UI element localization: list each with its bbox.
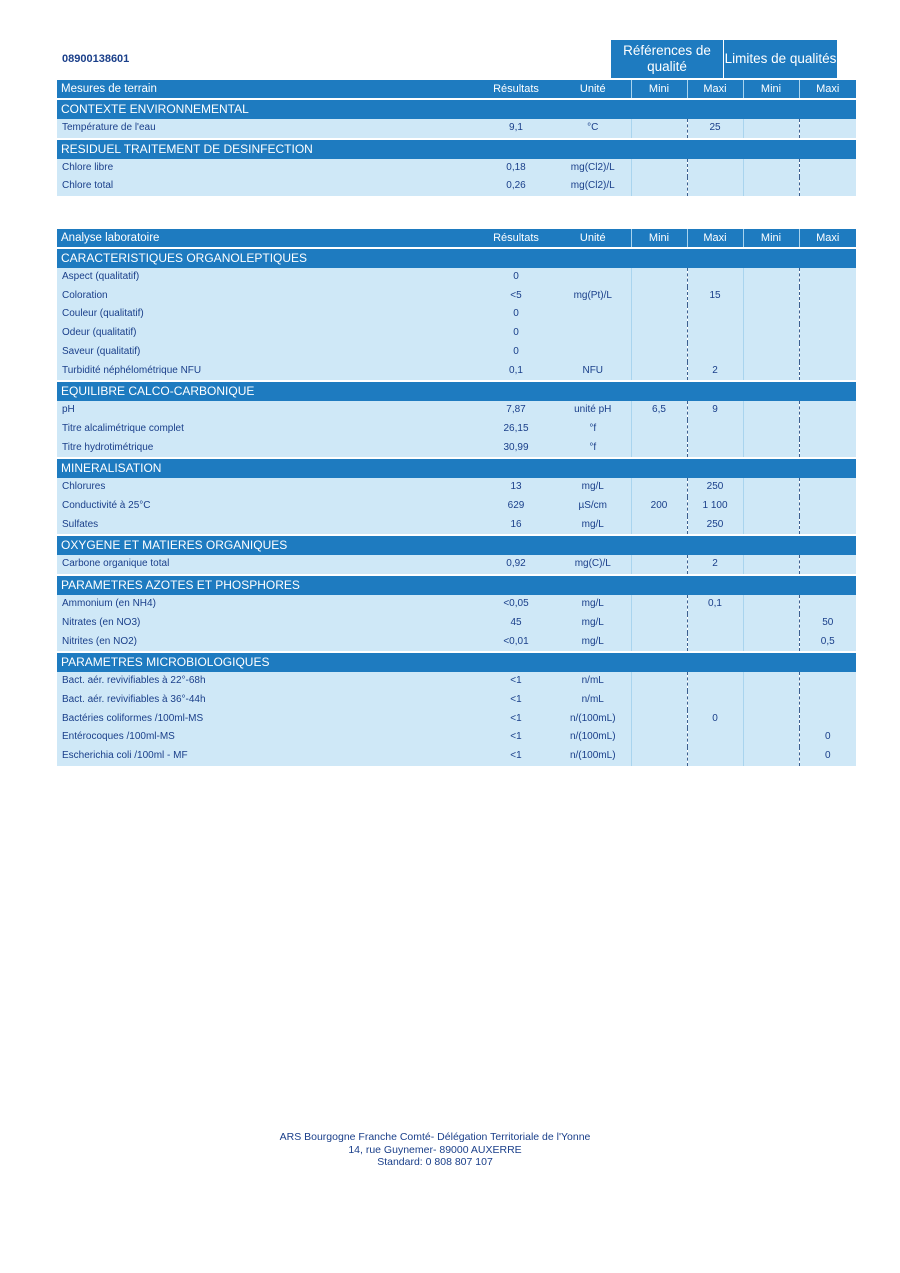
cell-lim-max: 50 bbox=[799, 614, 856, 633]
table-row bbox=[57, 420, 856, 439]
column-header-row bbox=[57, 80, 856, 99]
table-row bbox=[57, 497, 856, 516]
cell-lim-min bbox=[743, 614, 799, 633]
cell-lim-min bbox=[743, 710, 799, 729]
cell-result: <5 bbox=[477, 287, 555, 306]
cell-lim-min bbox=[743, 672, 799, 691]
cell-ref-max bbox=[687, 268, 743, 287]
cell-lim-min bbox=[743, 343, 799, 362]
cell-ref-min: 6,5 bbox=[631, 401, 687, 420]
cell-lim-max bbox=[799, 287, 856, 306]
cell-result: 0 bbox=[477, 343, 555, 362]
cell-result: 16 bbox=[477, 516, 555, 536]
cell-name: Escherichia coli /100ml - MF bbox=[57, 747, 477, 766]
cell-result: 9,1 bbox=[477, 119, 555, 139]
cell-lim-max bbox=[799, 159, 856, 178]
cell-name: Titre hydrotimétrique bbox=[57, 439, 477, 459]
column-header: Maxi bbox=[799, 80, 856, 99]
cell-name: Odeur (qualitatif) bbox=[57, 324, 477, 343]
cell-name: Bactéries coliformes /100ml-MS bbox=[57, 710, 477, 729]
cell-ref-min bbox=[631, 420, 687, 439]
table-row bbox=[57, 516, 856, 536]
footer-address: 14, rue Guynemer- 89000 AUXERRE bbox=[348, 1143, 522, 1156]
cell-result: 26,15 bbox=[477, 420, 555, 439]
table-row bbox=[57, 633, 856, 653]
cell-lim-min bbox=[743, 159, 799, 178]
limites-qualite-header: Limites de qualités bbox=[724, 40, 837, 78]
cell-ref-max bbox=[687, 747, 743, 766]
cell-result: <1 bbox=[477, 747, 555, 766]
cell-name: Bact. aér. revivifiables à 36°-44h bbox=[57, 691, 477, 710]
cell-lim-min bbox=[743, 516, 799, 536]
column-header: Mesures de terrain bbox=[57, 80, 477, 99]
cell-lim-max: 0 bbox=[799, 728, 856, 747]
cell-ref-min bbox=[631, 516, 687, 536]
table-row bbox=[57, 614, 856, 633]
table-row bbox=[57, 177, 856, 196]
cell-ref-max bbox=[687, 420, 743, 439]
table-row bbox=[57, 478, 856, 497]
cell-name: Saveur (qualitatif) bbox=[57, 343, 477, 362]
table-row bbox=[57, 324, 856, 343]
cell-lim-min bbox=[743, 439, 799, 459]
cell-ref-min bbox=[631, 119, 687, 139]
cell-ref-max: 250 bbox=[687, 516, 743, 536]
cell-lim-min bbox=[743, 420, 799, 439]
column-header: Maxi bbox=[687, 229, 743, 248]
laboratory-analysis-table bbox=[57, 229, 856, 766]
column-header: Résultats bbox=[477, 80, 555, 99]
table-row bbox=[57, 555, 856, 575]
section-header-row bbox=[57, 248, 856, 268]
cell-result: <1 bbox=[477, 710, 555, 729]
cell-ref-min: 200 bbox=[631, 497, 687, 516]
cell-unit: n/mL bbox=[555, 672, 631, 691]
column-header-row bbox=[57, 229, 856, 248]
table-row bbox=[57, 672, 856, 691]
cell-ref-min bbox=[631, 478, 687, 497]
cell-lim-min bbox=[743, 287, 799, 306]
cell-result: 0 bbox=[477, 305, 555, 324]
cell-result: <1 bbox=[477, 728, 555, 747]
cell-ref-max: 0,1 bbox=[687, 595, 743, 614]
cell-unit: mg(Cl2)/L bbox=[555, 159, 631, 178]
cell-name: Nitrites (en NO2) bbox=[57, 633, 477, 653]
column-header: Mini bbox=[631, 80, 687, 99]
references-qualite-header: Références de qualité bbox=[611, 40, 723, 78]
cell-unit: µS/cm bbox=[555, 497, 631, 516]
table-row bbox=[57, 710, 856, 729]
section-title: CONTEXTE ENVIRONNEMENTAL bbox=[57, 99, 856, 119]
table-row bbox=[57, 401, 856, 420]
cell-lim-min bbox=[743, 362, 799, 382]
column-header: Résultats bbox=[477, 229, 555, 248]
cell-unit bbox=[555, 343, 631, 362]
cell-lim-min bbox=[743, 747, 799, 766]
cell-ref-max bbox=[687, 324, 743, 343]
cell-result: 7,87 bbox=[477, 401, 555, 420]
cell-name: Aspect (qualitatif) bbox=[57, 268, 477, 287]
table-row bbox=[57, 439, 856, 459]
cell-lim-max bbox=[799, 516, 856, 536]
cell-lim-max bbox=[799, 439, 856, 459]
cell-ref-max bbox=[687, 159, 743, 178]
cell-unit: n/(100mL) bbox=[555, 728, 631, 747]
cell-name: Carbone organique total bbox=[57, 555, 477, 575]
cell-result: 0,92 bbox=[477, 555, 555, 575]
cell-lim-max bbox=[799, 305, 856, 324]
cell-lim-max bbox=[799, 420, 856, 439]
cell-lim-max bbox=[799, 343, 856, 362]
cell-result: <0,05 bbox=[477, 595, 555, 614]
footer bbox=[0, 1131, 870, 1169]
cell-lim-max bbox=[799, 595, 856, 614]
cell-ref-min bbox=[631, 324, 687, 343]
cell-name: Nitrates (en NO3) bbox=[57, 614, 477, 633]
cell-name: Chlore total bbox=[57, 177, 477, 196]
cell-ref-min bbox=[631, 747, 687, 766]
section-title: MINERALISATION bbox=[57, 458, 856, 478]
cell-name: Bact. aér. revivifiables à 22°-68h bbox=[57, 672, 477, 691]
cell-unit: mg(C)/L bbox=[555, 555, 631, 575]
cell-ref-max bbox=[687, 177, 743, 196]
cell-name: Couleur (qualitatif) bbox=[57, 305, 477, 324]
cell-unit: mg(Cl2)/L bbox=[555, 177, 631, 196]
section-header-row bbox=[57, 381, 856, 401]
section-header-row bbox=[57, 652, 856, 672]
cell-ref-max bbox=[687, 305, 743, 324]
table-row bbox=[57, 691, 856, 710]
cell-ref-min bbox=[631, 439, 687, 459]
cell-lim-max bbox=[799, 324, 856, 343]
cell-lim-min bbox=[743, 177, 799, 196]
cell-lim-max bbox=[799, 119, 856, 139]
cell-unit: °C bbox=[555, 119, 631, 139]
cell-ref-max bbox=[687, 691, 743, 710]
section-title: EQUILIBRE CALCO-CARBONIQUE bbox=[57, 381, 856, 401]
cell-result: 45 bbox=[477, 614, 555, 633]
cell-lim-max bbox=[799, 478, 856, 497]
cell-result: 0,1 bbox=[477, 362, 555, 382]
cell-lim-max: 0,5 bbox=[799, 633, 856, 653]
cell-unit: mg/L bbox=[555, 516, 631, 536]
cell-ref-max bbox=[687, 672, 743, 691]
section-header-row bbox=[57, 99, 856, 119]
cell-ref-min bbox=[631, 595, 687, 614]
cell-ref-min bbox=[631, 555, 687, 575]
section-header-row bbox=[57, 535, 856, 555]
cell-ref-min bbox=[631, 268, 687, 287]
cell-ref-max bbox=[687, 343, 743, 362]
cell-lim-max bbox=[799, 710, 856, 729]
cell-result: 629 bbox=[477, 497, 555, 516]
cell-unit: mg(Pt)/L bbox=[555, 287, 631, 306]
section-header-row bbox=[57, 575, 856, 595]
cell-result: 30,99 bbox=[477, 439, 555, 459]
cell-ref-min bbox=[631, 710, 687, 729]
cell-ref-max: 1 100 bbox=[687, 497, 743, 516]
cell-lim-min bbox=[743, 691, 799, 710]
column-header: Maxi bbox=[687, 80, 743, 99]
column-header: Unité bbox=[555, 229, 631, 248]
cell-name: Sulfates bbox=[57, 516, 477, 536]
cell-unit: n/mL bbox=[555, 691, 631, 710]
cell-unit bbox=[555, 268, 631, 287]
cell-name: Chlorures bbox=[57, 478, 477, 497]
cell-unit: mg/L bbox=[555, 633, 631, 653]
cell-name: pH bbox=[57, 401, 477, 420]
cell-ref-min bbox=[631, 614, 687, 633]
cell-result: 0 bbox=[477, 268, 555, 287]
cell-lim-max bbox=[799, 691, 856, 710]
cell-lim-min bbox=[743, 595, 799, 614]
cell-lim-min bbox=[743, 633, 799, 653]
terrain-measures-table bbox=[57, 80, 856, 196]
cell-unit: mg/L bbox=[555, 595, 631, 614]
cell-unit: unité pH bbox=[555, 401, 631, 420]
table-row bbox=[57, 119, 856, 139]
cell-ref-max: 2 bbox=[687, 555, 743, 575]
cell-lim-min bbox=[743, 401, 799, 420]
cell-name: Turbidité néphélométrique NFU bbox=[57, 362, 477, 382]
cell-unit: °f bbox=[555, 439, 631, 459]
column-header: Mini bbox=[743, 229, 799, 248]
cell-result: <1 bbox=[477, 691, 555, 710]
cell-ref-min bbox=[631, 691, 687, 710]
cell-unit bbox=[555, 305, 631, 324]
cell-ref-max bbox=[687, 728, 743, 747]
cell-lim-max bbox=[799, 497, 856, 516]
cell-result: 13 bbox=[477, 478, 555, 497]
section-header-row bbox=[57, 458, 856, 478]
section-title: PARAMETRES MICROBIOLOGIQUES bbox=[57, 652, 856, 672]
cell-result: 0,18 bbox=[477, 159, 555, 178]
section-title: CARACTERISTIQUES ORGANOLEPTIQUES bbox=[57, 248, 856, 268]
cell-lim-max bbox=[799, 401, 856, 420]
cell-ref-min bbox=[631, 362, 687, 382]
cell-ref-min bbox=[631, 305, 687, 324]
cell-ref-min bbox=[631, 633, 687, 653]
footer-organisation: ARS Bourgogne Franche Comté- Délégation Territoriale de l'Yonne bbox=[279, 1131, 591, 1143]
cell-unit: mg/L bbox=[555, 478, 631, 497]
document-id: 08900138601 bbox=[62, 53, 130, 65]
cell-ref-max: 0 bbox=[687, 710, 743, 729]
cell-lim-min bbox=[743, 268, 799, 287]
cell-lim-min bbox=[743, 478, 799, 497]
table-row bbox=[57, 728, 856, 747]
cell-ref-max: 25 bbox=[687, 119, 743, 139]
cell-ref-max bbox=[687, 614, 743, 633]
section-title: PARAMETRES AZOTES ET PHOSPHORES bbox=[57, 575, 856, 595]
cell-result: 0,26 bbox=[477, 177, 555, 196]
cell-unit: n/(100mL) bbox=[555, 747, 631, 766]
cell-unit: mg/L bbox=[555, 614, 631, 633]
cell-ref-min bbox=[631, 672, 687, 691]
column-header: Analyse laboratoire bbox=[57, 229, 477, 248]
cell-ref-max bbox=[687, 439, 743, 459]
table-row bbox=[57, 268, 856, 287]
cell-unit: n/(100mL) bbox=[555, 710, 631, 729]
section-header-row bbox=[57, 139, 856, 159]
cell-name: Ammonium (en NH4) bbox=[57, 595, 477, 614]
cell-unit bbox=[555, 324, 631, 343]
cell-ref-max bbox=[687, 633, 743, 653]
cell-ref-min bbox=[631, 159, 687, 178]
cell-ref-max: 15 bbox=[687, 287, 743, 306]
cell-name: Chlore libre bbox=[57, 159, 477, 178]
cell-unit: NFU bbox=[555, 362, 631, 382]
footer-phone: Standard: 0 808 807 107 bbox=[377, 1156, 493, 1168]
cell-result: <1 bbox=[477, 672, 555, 691]
table-row bbox=[57, 159, 856, 178]
cell-lim-max: 0 bbox=[799, 747, 856, 766]
cell-lim-min bbox=[743, 555, 799, 575]
table-row bbox=[57, 595, 856, 614]
table-row bbox=[57, 287, 856, 306]
cell-lim-max bbox=[799, 362, 856, 382]
cell-lim-min bbox=[743, 119, 799, 139]
cell-lim-min bbox=[743, 324, 799, 343]
column-header: Mini bbox=[631, 229, 687, 248]
cell-lim-min bbox=[743, 305, 799, 324]
cell-lim-max bbox=[799, 268, 856, 287]
cell-name: Entérocoques /100ml-MS bbox=[57, 728, 477, 747]
table-row bbox=[57, 343, 856, 362]
cell-lim-max bbox=[799, 177, 856, 196]
cell-result: <0,01 bbox=[477, 633, 555, 653]
cell-ref-max: 250 bbox=[687, 478, 743, 497]
cell-name: Conductivité à 25°C bbox=[57, 497, 477, 516]
cell-ref-min bbox=[631, 287, 687, 306]
cell-ref-min bbox=[631, 177, 687, 196]
table-row bbox=[57, 362, 856, 382]
cell-lim-max bbox=[799, 672, 856, 691]
cell-name: Titre alcalimétrique complet bbox=[57, 420, 477, 439]
cell-ref-min bbox=[631, 343, 687, 362]
column-header: Mini bbox=[743, 80, 799, 99]
cell-ref-min bbox=[631, 728, 687, 747]
cell-lim-min bbox=[743, 497, 799, 516]
section-title: RESIDUEL TRAITEMENT DE DESINFECTION bbox=[57, 139, 856, 159]
cell-unit: °f bbox=[555, 420, 631, 439]
cell-name: Coloration bbox=[57, 287, 477, 306]
column-header: Maxi bbox=[799, 229, 856, 248]
cell-lim-max bbox=[799, 555, 856, 575]
cell-ref-max: 9 bbox=[687, 401, 743, 420]
table-row bbox=[57, 305, 856, 324]
cell-lim-min bbox=[743, 728, 799, 747]
cell-result: 0 bbox=[477, 324, 555, 343]
cell-name: Température de l'eau bbox=[57, 119, 477, 139]
section-title: OXYGENE ET MATIERES ORGANIQUES bbox=[57, 535, 856, 555]
table-row bbox=[57, 747, 856, 766]
cell-ref-max: 2 bbox=[687, 362, 743, 382]
column-header: Unité bbox=[555, 80, 631, 99]
